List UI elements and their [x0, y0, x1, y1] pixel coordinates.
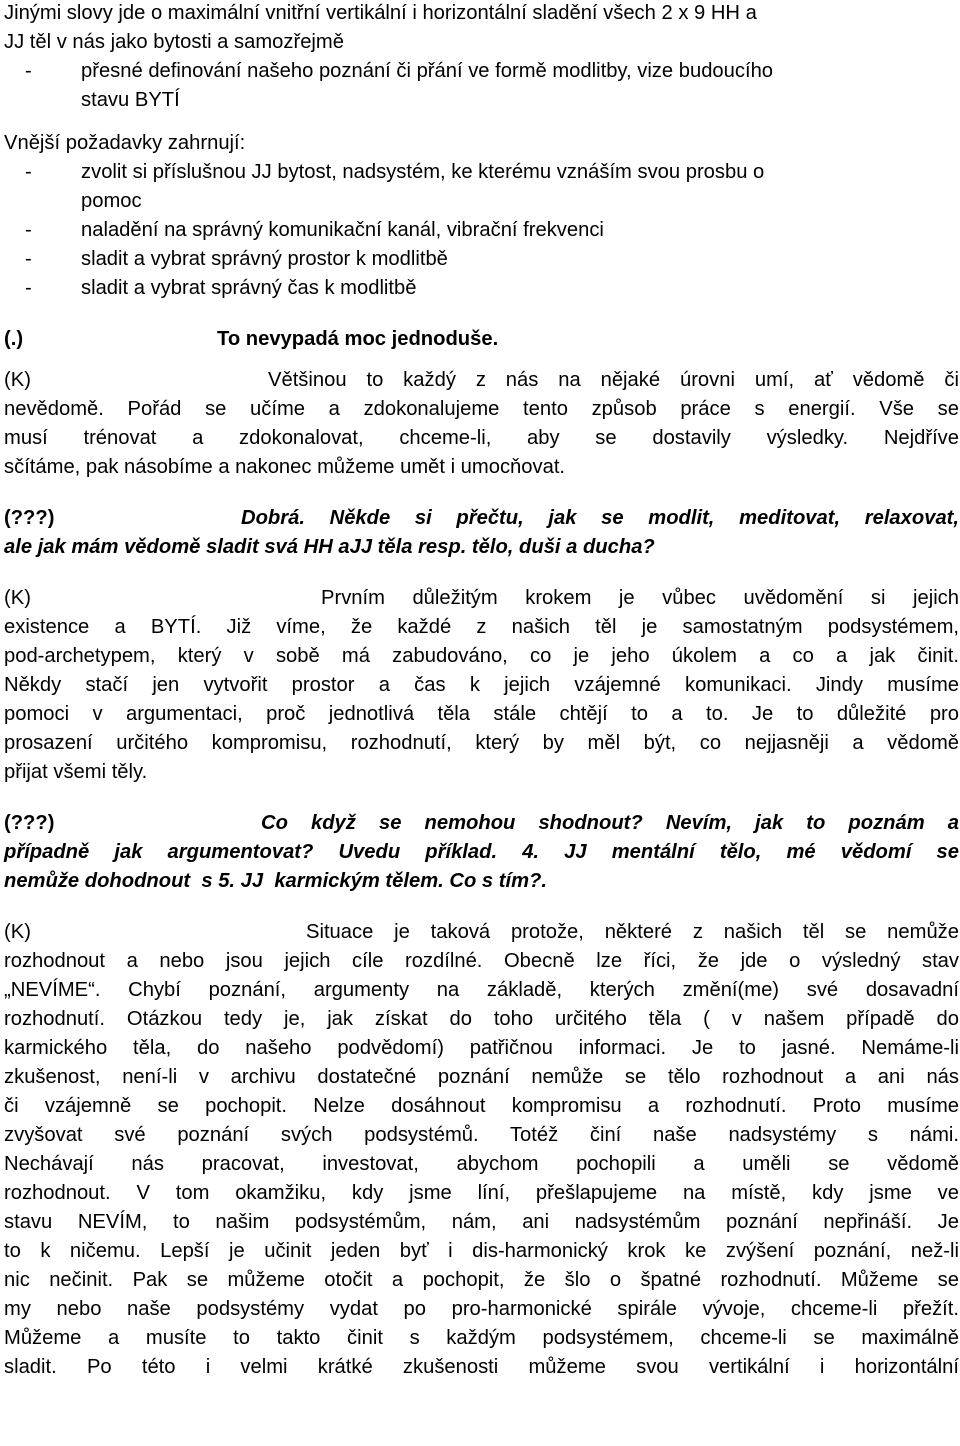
- answer-line: či vzájemně se pochopit. Nelze dosáhnout kompromisu a rozhodnutí. Proto musíme: [4, 1095, 959, 1117]
- answer-line: „NEVÍME“. Chybí poznání, argumenty na základě, kterých změní(me) své dosavadní: [4, 979, 959, 1001]
- speaker-tag: (???): [4, 812, 55, 834]
- question-line: případně jak argumentovat? Uvedu příklad. 4. JJ mentální tělo, mé vědomí se: [4, 841, 959, 863]
- question-line: nemůže dohodnout s 5. JJ karmickým tělem. Co s tím?.: [4, 870, 547, 892]
- list-item: [4, 274, 959, 303]
- answer-line: Někdy stačí jen vytvořit prostor a čas k jejich vzájemné komunikaci. Jindy musíme: [4, 674, 959, 696]
- list-dash: -: [25, 219, 32, 241]
- answer-line: rozhodnutí. Otázkou tedy je, jak získat do toho určitého těla ( v našem případě do: [4, 1008, 959, 1030]
- list-item-text: sladit a vybrat správný čas k modlitbě: [81, 277, 417, 299]
- answer-line: rozhodnout a nebo jsou jejich cíle rozdílné. Obecně lze říci, že jde o výsledný stav: [4, 950, 959, 972]
- answer-line: my nebo naše podsystémy vydat po pro-harmonické spirále vývoje, chceme-li přežít.: [4, 1298, 959, 1320]
- answer-line: zvyšovat své poznání svých podsystémů. Totéž činí naše nadsystémy s námi.: [4, 1124, 959, 1146]
- answer-line: Nechávají nás pracovat, investovat, abychom pochopili a uměli se vědomě: [4, 1153, 959, 1175]
- external-heading: Vnější požadavky zahrnují:: [4, 132, 246, 154]
- answer-text: Situace je taková protože, některé z našich těl se nemůže: [306, 921, 959, 943]
- answer-line: zkušenost, není-li v archivu dostatečné poznání nemůže se tělo rozhodnout a ani nás: [4, 1066, 959, 1088]
- speaker-tag: (K): [4, 369, 31, 391]
- answer-line: sčítáme, pak násobíme a nakonec můžeme umět i umocňovat.: [4, 456, 566, 478]
- answer-line: sladit. Po této i velmi krátké zkušenosti můžeme svou vertikální i horizontální: [4, 1356, 959, 1378]
- intro-list-item-line-1: přesné definování našeho poznání či přání ve formě modlitby, vize budoucího: [81, 60, 774, 82]
- external-requirements: [4, 129, 959, 303]
- list-item: [4, 245, 959, 274]
- answer-line: pod-archetypem, který v sobě má zabudováno, co je jeho úkolem a co a jak činit.: [4, 645, 959, 667]
- question-line: ale jak mám vědomě sladit svá HH aJJ těla resp. tělo, duši a ducha?: [4, 536, 655, 558]
- intro-line-1: Jinými slovy jde o maximální vnitřní vertikální i horizontální sladění všech 2 x 9 HH a: [4, 2, 757, 24]
- answer-line: karmického těla, do našeho podvědomí) patřičnou informaci. Je to jasné. Nemáme-li: [4, 1037, 959, 1059]
- intro-list-item: [4, 57, 959, 86]
- list-item-text: zvolit si příslušnou JJ bytost, nadsystém, ke kterému vznáším svou prosbu o: [81, 161, 765, 183]
- answer-line: Můžeme a musíte to takto činit s každým podsystémem, chceme-li se maximálně: [4, 1327, 959, 1349]
- speaker-tag: (???): [4, 507, 55, 529]
- answer-2: [4, 584, 959, 787]
- speaker-tag: (K): [4, 587, 31, 609]
- list-item-text: naladění na správný komunikační kanál, vibrační frekvenci: [81, 219, 604, 241]
- answer-line: nevědomě. Pořád se učíme a zdokonalujeme tento způsob práce s energií. Vše se: [4, 398, 959, 420]
- answer-1: [4, 366, 959, 482]
- answer-3: [4, 918, 959, 1382]
- speaker-tag: (K): [4, 921, 31, 943]
- list-item: [4, 216, 959, 245]
- question-3: [4, 809, 959, 896]
- intro-paragraph: [4, 0, 959, 115]
- list-item: [4, 158, 959, 187]
- document-page: [4, 0, 959, 1382]
- list-dash: -: [25, 277, 32, 299]
- answer-line: existence a BYTÍ. Již víme, že každé z našich těl je samostatným podsystémem,: [4, 616, 959, 638]
- answer-line: prosazení určitého kompromisu, rozhodnutí, který by měl být, co nejjasněji a vědomě: [4, 732, 959, 754]
- list-item-text: sladit a vybrat správný prostor k modlitbě: [81, 248, 448, 270]
- question-1: [4, 325, 959, 354]
- list-dash: -: [25, 60, 32, 82]
- answer-line: rozhodnout. V tom okamžiku, kdy jsme líní, přešlapujeme na místě, kdy jsme ve: [4, 1182, 959, 1204]
- question-text: To nevypadá moc jednoduše.: [217, 328, 499, 350]
- question-2: [4, 504, 959, 562]
- answer-line: stavu NEVÍM, to našim podsystémům, nám, ani nadsystémům poznání nepřináší. Je: [4, 1211, 959, 1233]
- question-text: Co když se nemohou shodnout? Nevím, jak to poznám a: [261, 812, 959, 834]
- list-dash: -: [25, 248, 32, 270]
- intro-line-2: JJ těl v nás jako bytosti a samozřejmě: [4, 31, 344, 53]
- intro-list-item-line-2: stavu BYTÍ: [81, 89, 180, 111]
- answer-line: musí trénovat a zdokonalovat, chceme-li, aby se dostavily výsledky. Nejdříve: [4, 427, 959, 449]
- answer-line: přijat všemi těly.: [4, 761, 148, 783]
- answer-first-line: [4, 366, 959, 395]
- answer-first-line: [4, 918, 959, 947]
- list-dash: -: [25, 161, 32, 183]
- answer-line: nic nečinit. Pak se můžeme otočit a pochopit, že šlo o špatné rozhodnutí. Můžeme se: [4, 1269, 959, 1291]
- speaker-tag: (.): [4, 328, 24, 350]
- question-first-line: [4, 504, 959, 533]
- question-text: Dobrá. Někde si přečtu, jak se modlit, meditovat, relaxovat,: [241, 507, 959, 529]
- answer-line: to k ničemu. Lepší je učinit jeden byť i dis-harmonický krok ke zvýšení poznání, než-li: [4, 1240, 959, 1262]
- question-first-line: [4, 809, 959, 838]
- answer-text: Většinou to každý z nás na nějaké úrovni umí, ať vědomě či: [268, 369, 959, 391]
- answer-line: pomoci v argumentaci, proč jednotlivá těla stále chtějí to a to. Je to důležité pro: [4, 703, 959, 725]
- answer-text: Prvním důležitým krokem je vůbec uvědomění si jejich: [321, 587, 959, 609]
- list-item-text-continued: pomoc: [81, 190, 142, 212]
- answer-first-line: [4, 584, 959, 613]
